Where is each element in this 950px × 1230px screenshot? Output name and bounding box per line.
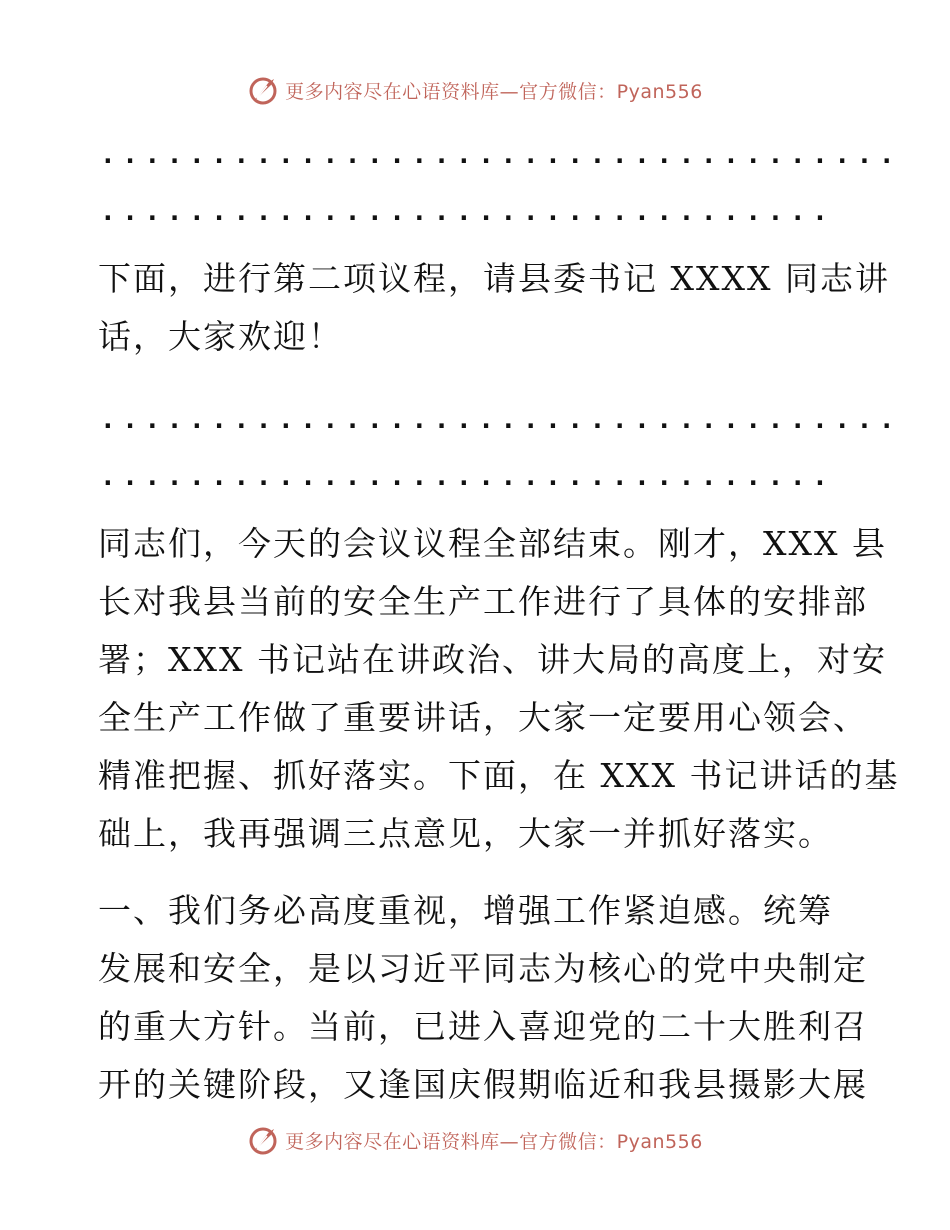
text-line: 话，大家欢迎！: [98, 317, 343, 356]
paragraph-closing-remarks: [98, 515, 900, 863]
dotted-separator: ....................................: [100, 140, 902, 170]
dotted-separator: .................................: [100, 462, 835, 492]
text-line: 开的关键阶段，又逢国庆假期临近和我县摄影大展: [98, 1065, 868, 1104]
watermark-text: 更多内容尽在心语资料库—官方微信：Pyan556: [285, 80, 703, 103]
text-line: 同志们，今天的会议议程全部结束。刚才，XXX 县: [98, 524, 887, 563]
text-line: 发展和安全，是以习近平同志为核心的党中央制定: [98, 949, 868, 988]
text-line: 下面，进行第二项议程，请县委书记 XXXX 同志讲: [98, 259, 890, 298]
paragraph-point-one: [98, 882, 868, 1114]
text-line: 精准把握、抓好落实。下面，在 XXX 书记讲话的基: [98, 756, 900, 795]
text-line: 长对我县当前的安全生产工作进行了具体的安排部: [98, 582, 868, 621]
text-line: 署；XXX 书记站在讲政治、讲大局的高度上，对安: [98, 640, 887, 679]
quill-pen-circle-icon: [247, 74, 279, 106]
footer-watermark: [0, 1120, 950, 1160]
text-line: 础上，我再强调三点意见，大家一并抓好落实。: [98, 814, 833, 853]
paragraph-agenda-item: [98, 250, 890, 366]
header-watermark: [0, 70, 950, 110]
text-line: 的重大方针。当前，已进入喜迎党的二十大胜利召: [98, 1007, 868, 1046]
watermark-text: 更多内容尽在心语资料库—官方微信：Pyan556: [285, 1130, 703, 1153]
text-line: 一、我们务必高度重视，增强工作紧迫感。统筹: [98, 891, 833, 930]
quill-pen-circle-icon: [247, 1124, 279, 1156]
dotted-separator: ....................................: [100, 405, 902, 435]
dotted-separator: .................................: [100, 197, 835, 227]
text-line: 全生产工作做了重要讲话，大家一定要用心领会、: [98, 698, 868, 737]
